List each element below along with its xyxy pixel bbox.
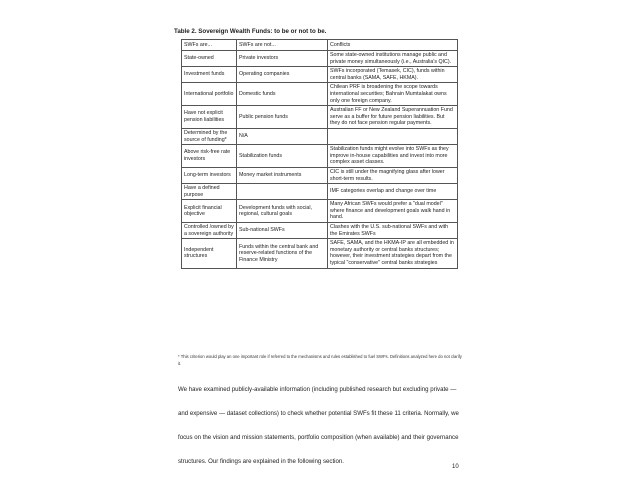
table-row (182, 184, 458, 200)
table-cell: N/A (237, 128, 328, 144)
table-cell: Determined by the source of funding* (182, 128, 237, 144)
header-cell: SWFs are... (182, 40, 237, 51)
paragraph-text: We have examined publicly-available information (including published research but excluding private — and expensive — dataset collections) to check whether potential SWFs fit these 11 criteria. Normally, we focus on the vision and mission statements, portfolio composition (when available) and their governance structures. Our findings are explained in the following section. (178, 386, 459, 465)
table-cell: Some state-owned institutions manage public and private money simultaneously (i.e., Australia's QIC). (328, 51, 458, 67)
table-cell (237, 184, 328, 200)
table-cell: Money market instruments (237, 167, 328, 183)
header-cell: Conflicts (328, 40, 458, 51)
table-cell: Sub-national SWFs (237, 223, 328, 239)
table-cell (328, 128, 458, 144)
table-row (182, 128, 458, 144)
table-row (182, 167, 458, 183)
table-row (182, 145, 458, 168)
table-caption: Table 2. Sovereign Wealth Funds: to be or not to be. (174, 28, 327, 35)
table-cell: Controlled /owned by a sovereign authority (182, 223, 237, 239)
table-cell: Investment funds (182, 67, 237, 83)
table-cell: Chilean PRF is broadening the scope towards international securities; Bahrain Mumtalakat owns only one foreign company. (328, 83, 458, 106)
table-cell: Stabilization funds might evolve into SWFs as they improve in-house capabilities and invest into more complex asset classes. (328, 145, 458, 168)
table-cell: Many African SWFs would prefer a "dual model" where finance and development goals walk hand in hand. (328, 200, 458, 223)
table-row (182, 83, 458, 106)
table-cell: SWFs incorporated (Temasek, CIC), funds within central banks (SAMA, SAFE, HKMA). (328, 67, 458, 83)
table-row (182, 200, 458, 223)
table-cell: Above risk-free rate investors (182, 145, 237, 168)
table-row (182, 67, 458, 83)
table-cell: CIC is still under the magnifying glass after lower short-term results. (328, 167, 458, 183)
table-cell: Have a defined purpose (182, 184, 237, 200)
table-row (182, 51, 458, 67)
table-cell: Explicit financial objective (182, 200, 237, 223)
table-cell: Funds within the central bank and reserve-related functions of the Finance Ministry (237, 239, 328, 268)
table-row (182, 239, 458, 268)
table-cell: Operating companies (237, 67, 328, 83)
page-number: 10 (452, 464, 459, 470)
table-cell: Public pension funds (237, 106, 328, 129)
table-cell: SAFE, SAMA, and the HKMA-IP are all embedded in monetary authority or central banks structures; however, their investment strategies depart from the typical "conservative" central banks strategies (328, 239, 458, 268)
header-cell: SWFs are not... (237, 40, 328, 51)
table-row (182, 223, 458, 239)
table-cell: Domestic funds (237, 83, 328, 106)
table-cell: Development funds with social, regional, cultural goals (237, 200, 328, 223)
table-header-row (182, 40, 458, 51)
table-cell: Australian FF or New Zealand Superannuation Fund serve as a buffer for future pension liabilities. But they do not face pension regular payments. (328, 106, 458, 129)
table-cell: Private investors (237, 51, 328, 67)
table-cell: Independent structures (182, 239, 237, 268)
table-cell: State-owned (182, 51, 237, 67)
body-paragraph (178, 378, 468, 474)
table-cell: Long-term investors (182, 167, 237, 183)
table-cell: International portfolio (182, 83, 237, 106)
table-cell: Clashes with the U.S. sub-national SWFs and with the Emirates SWFs (328, 223, 458, 239)
table-footnote: * This criterion would play an one important role if referred to the mechanisms and rules established to fuel SWFs. Definitions analyzed here do not clarify it. (178, 354, 462, 366)
table-row (182, 106, 458, 129)
swf-table (181, 39, 458, 269)
table-cell: Have not explicit pension liabilities (182, 106, 237, 129)
table-cell: Stabilization funds (237, 145, 328, 168)
table-cell: IMF categories overlap and change over time (328, 184, 458, 200)
